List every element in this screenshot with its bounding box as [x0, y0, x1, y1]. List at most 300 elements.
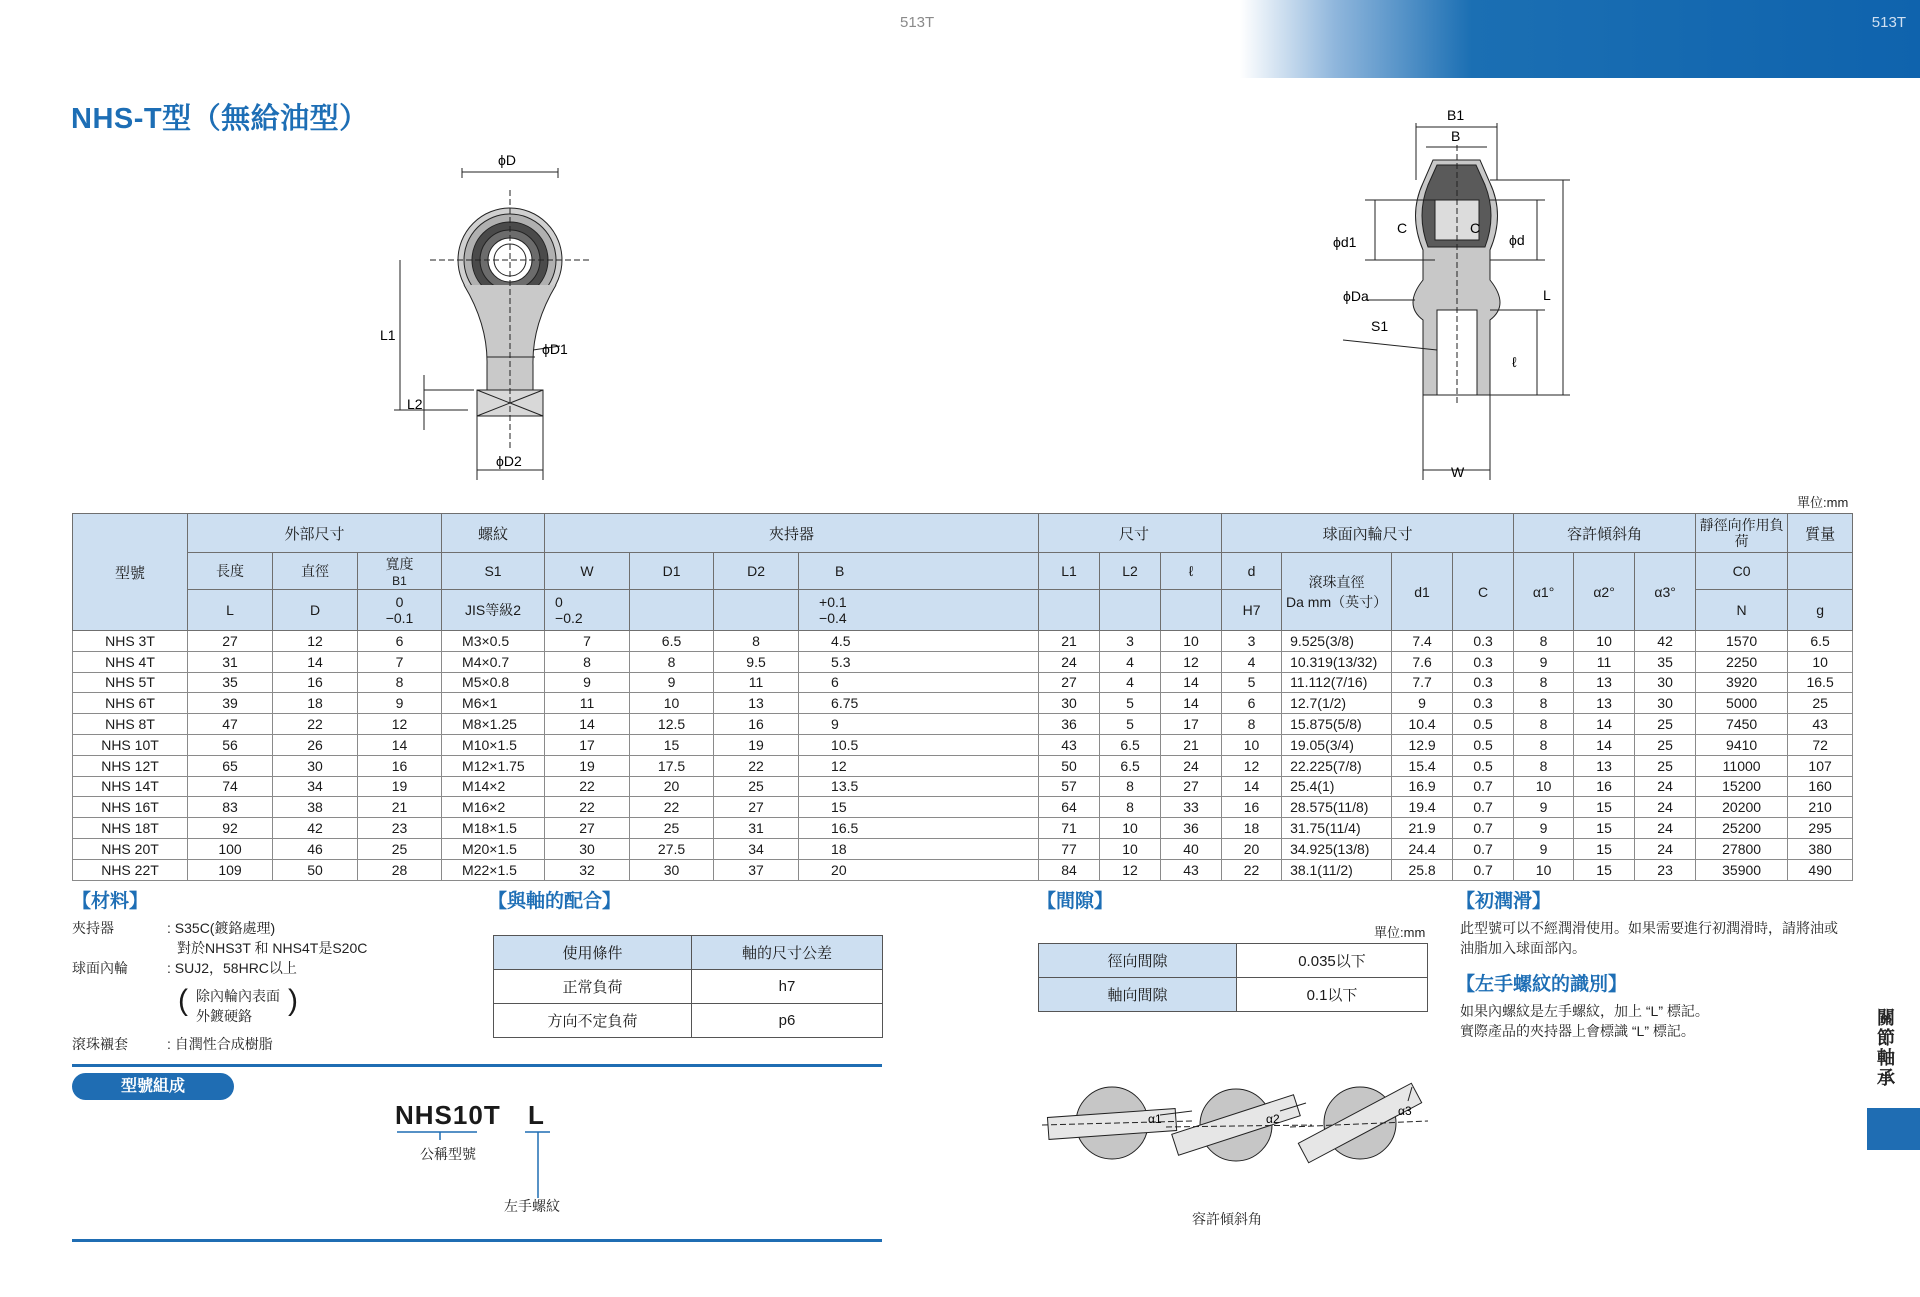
value-cell: 21 [1161, 734, 1222, 755]
th-ell-blank [1161, 590, 1222, 631]
th-mass: 質量 [1788, 514, 1853, 553]
value-cell: 25.8 [1392, 859, 1453, 880]
value-cell: 43 [1039, 734, 1100, 755]
value-cell: 27 [714, 797, 799, 818]
value-cell: 160 [1788, 776, 1853, 797]
divider-line-upper [72, 1064, 882, 1067]
materials-holder-label: 夾持器 [72, 920, 114, 936]
clearance-radial-label: 徑向間隙 [1039, 944, 1237, 978]
tilt-label-a3: α3 [1398, 1104, 1412, 1118]
value-cell: 15 [1574, 838, 1635, 859]
value-cell: 22 [1222, 859, 1282, 880]
value-cell: 6 [358, 631, 442, 652]
value-cell: 8 [1514, 734, 1574, 755]
model-cell: NHS 16T [73, 797, 188, 818]
value-cell: 6.5 [1788, 631, 1853, 652]
materials-ball-label: 球面內輪 [72, 960, 128, 976]
th-l-sym: L [188, 590, 273, 631]
value-cell: 10 [1514, 776, 1574, 797]
value-cell: 12.5 [630, 714, 714, 735]
materials-ball-value: : SUJ2，58HRC以上 [167, 960, 297, 976]
materials-liner-value: : 自潤性合成樹脂 [167, 1036, 273, 1052]
value-cell: 0.7 [1453, 818, 1514, 839]
th-d: d [1222, 553, 1282, 590]
value-cell: 74 [188, 776, 273, 797]
label-phi-d1-side: ϕd1 [1333, 234, 1357, 250]
value-cell: 43 [1161, 859, 1222, 880]
value-cell: 9 [358, 693, 442, 714]
page-number-right: 513T [1871, 14, 1906, 31]
model-code-nominal: 公稱型號 [420, 1146, 476, 1162]
value-cell: 5.3 [799, 651, 1039, 672]
page-title: NHS-T型（無給油型） [71, 103, 369, 135]
value-cell: M3×0.5 [442, 631, 545, 652]
value-cell: 10 [1574, 631, 1635, 652]
value-cell: 20 [799, 859, 1039, 880]
value-cell: 12 [1161, 651, 1222, 672]
fit-header-condition: 使用條件 [494, 936, 692, 970]
value-cell: 15 [630, 734, 714, 755]
materials-liner-label: 滾珠襯套 [72, 1036, 128, 1052]
value-cell: 28 [358, 859, 442, 880]
th-model: 型號 [73, 514, 188, 631]
value-cell: 24 [1635, 838, 1696, 859]
th-external: 外部尺寸 [188, 514, 442, 553]
value-cell: 8 [1514, 755, 1574, 776]
value-cell: 26 [273, 734, 358, 755]
th-tilt: 容許傾斜角 [1514, 514, 1696, 553]
th-w-tol-bot: −0.2 [555, 610, 583, 626]
value-cell: M16×2 [442, 797, 545, 818]
value-cell: 9 [1392, 693, 1453, 714]
th-b-tol [799, 590, 1039, 631]
value-cell: 15.875(5/8) [1282, 714, 1392, 735]
th-ball-dia [1282, 553, 1392, 631]
side-view-drawing [1325, 105, 1585, 490]
value-cell: 36 [1039, 714, 1100, 735]
value-cell: 15.4 [1392, 755, 1453, 776]
spec-table [72, 513, 1853, 881]
value-cell: 21 [358, 797, 442, 818]
th-l2: L2 [1100, 553, 1161, 590]
table-row [73, 818, 1853, 839]
value-cell: 27 [188, 631, 273, 652]
th-b1-tol-top: 0 [395, 594, 404, 610]
value-cell: 10 [1161, 631, 1222, 652]
th-d2: D2 [714, 553, 799, 590]
table-row [73, 859, 1853, 880]
label-s1: S1 [1371, 318, 1389, 334]
value-cell: 7 [358, 651, 442, 672]
front-view-drawing [370, 150, 600, 480]
value-cell: 23 [1635, 859, 1696, 880]
fit-table [493, 935, 883, 1038]
value-cell: 12 [1100, 859, 1161, 880]
value-cell: 28.575(11/8) [1282, 797, 1392, 818]
value-cell: 17.5 [630, 755, 714, 776]
th-g: g [1788, 590, 1853, 631]
left-thread-text-2: 實際產品的夾持器上會標識 “L” 標記。 [1460, 1023, 1695, 1039]
lubrication-text-1: 此型號可以不經潤滑使用。如果需要進行初潤滑時，請將油或 [1460, 920, 1838, 936]
value-cell: 8 [1222, 714, 1282, 735]
clearance-axial-label: 軸向間隙 [1039, 978, 1237, 1012]
value-cell: 14 [545, 714, 630, 735]
value-cell: 13 [1574, 755, 1635, 776]
label-c-left: C [1397, 220, 1408, 236]
table-row [73, 651, 1853, 672]
value-cell: 24 [1635, 797, 1696, 818]
value-cell: 8 [714, 631, 799, 652]
value-cell: 8 [1100, 776, 1161, 797]
clearance-table [1038, 943, 1428, 1012]
value-cell: 2250 [1696, 651, 1788, 672]
value-cell: 4 [1222, 651, 1282, 672]
value-cell: 24 [1039, 651, 1100, 672]
value-cell: 8 [1514, 693, 1574, 714]
value-cell: 17 [545, 734, 630, 755]
value-cell: 10.5 [799, 734, 1039, 755]
value-cell: 27 [545, 818, 630, 839]
value-cell: 24.4 [1392, 838, 1453, 859]
value-cell: 15 [1574, 859, 1635, 880]
value-cell: 35 [188, 672, 273, 693]
value-cell: 43 [1788, 714, 1853, 735]
value-cell: 9 [1514, 818, 1574, 839]
value-cell: 295 [1788, 818, 1853, 839]
value-cell: 9 [630, 672, 714, 693]
value-cell: M22×1.5 [442, 859, 545, 880]
value-cell: 16 [1222, 797, 1282, 818]
value-cell: 10 [1100, 818, 1161, 839]
value-cell: 50 [273, 859, 358, 880]
unit-label: 單位:mm [1797, 495, 1849, 510]
value-cell: 16.9 [1392, 776, 1453, 797]
label-l1: L1 [380, 327, 396, 343]
fit-row-normal-value: h7 [692, 970, 883, 1004]
value-cell: 25 [630, 818, 714, 839]
materials-heading: 【材料】 [72, 891, 149, 912]
value-cell: 72 [1788, 734, 1853, 755]
value-cell: 7450 [1696, 714, 1788, 735]
value-cell: 25 [358, 838, 442, 859]
value-cell: 25 [1635, 714, 1696, 735]
th-a2: α2° [1574, 553, 1635, 631]
value-cell: 10 [630, 693, 714, 714]
model-cell: NHS 14T [73, 776, 188, 797]
th-dims: 尺寸 [1039, 514, 1222, 553]
model-cell: NHS 10T [73, 734, 188, 755]
table-row [73, 734, 1853, 755]
table-row [73, 838, 1853, 859]
value-cell: 5 [1100, 714, 1161, 735]
value-cell: 24 [1635, 818, 1696, 839]
value-cell: M5×0.8 [442, 672, 545, 693]
value-cell: 34 [273, 776, 358, 797]
value-cell: 5 [1222, 672, 1282, 693]
label-phi-d-side: ϕd [1509, 232, 1525, 248]
value-cell: M6×1 [442, 693, 545, 714]
tilt-angle-figure [1040, 1075, 1430, 1175]
lubrication-text-2: 油脂加入球面部內。 [1460, 940, 1586, 956]
value-cell: 11.112(7/16) [1282, 672, 1392, 693]
value-cell: 4 [1100, 651, 1161, 672]
value-cell: 380 [1788, 838, 1853, 859]
label-b: B [1451, 128, 1461, 144]
value-cell: M20×1.5 [442, 838, 545, 859]
th-inner: 球面內輪尺寸 [1222, 514, 1514, 553]
materials-ball-note-2: 外鍍硬鉻 [196, 1008, 252, 1024]
label-l2: L2 [407, 396, 423, 412]
value-cell: 10.319(13/32) [1282, 651, 1392, 672]
th-b1-tol-bot: −0.1 [385, 610, 414, 626]
table-row [73, 776, 1853, 797]
model-cell: NHS 3T [73, 631, 188, 652]
value-cell: 8 [1514, 672, 1574, 693]
value-cell: 30 [630, 859, 714, 880]
value-cell: 42 [273, 818, 358, 839]
value-cell: 100 [188, 838, 273, 859]
value-cell: M8×1.25 [442, 714, 545, 735]
value-cell: 23 [358, 818, 442, 839]
model-cell: NHS 6T [73, 693, 188, 714]
value-cell: 83 [188, 797, 273, 818]
value-cell: 8 [358, 672, 442, 693]
value-cell: 11 [1574, 651, 1635, 672]
value-cell: 18 [799, 838, 1039, 859]
label-phi-d2: ϕD2 [496, 453, 522, 469]
value-cell: 14 [1574, 714, 1635, 735]
value-cell: 0.5 [1453, 714, 1514, 735]
th-w: W [545, 553, 630, 590]
value-cell: 25 [1635, 734, 1696, 755]
value-cell: 27 [1161, 776, 1222, 797]
th-d1-inner: d1 [1392, 553, 1453, 631]
value-cell: 15 [799, 797, 1039, 818]
th-b: B [799, 553, 1039, 590]
value-cell: 6 [799, 672, 1039, 693]
value-cell: 42 [1635, 631, 1696, 652]
th-w-tol [545, 590, 630, 631]
value-cell: 21 [1039, 631, 1100, 652]
value-cell: 12 [273, 631, 358, 652]
value-cell: 13 [1574, 693, 1635, 714]
value-cell: 14 [273, 651, 358, 672]
header-gradient-bar [1240, 0, 1920, 78]
value-cell: 9410 [1696, 734, 1788, 755]
value-cell: M14×2 [442, 776, 545, 797]
value-cell: 9 [545, 672, 630, 693]
th-width [358, 553, 442, 590]
value-cell: 12 [1222, 755, 1282, 776]
value-cell: 12 [358, 714, 442, 735]
value-cell: 30 [273, 755, 358, 776]
value-cell: 13 [1574, 672, 1635, 693]
model-code-suffix: L [528, 1100, 544, 1130]
value-cell: 39 [188, 693, 273, 714]
tilt-caption: 容許傾斜角 [1192, 1211, 1262, 1227]
value-cell: 13 [714, 693, 799, 714]
value-cell: 0.3 [1453, 631, 1514, 652]
value-cell: 210 [1788, 797, 1853, 818]
value-cell: 10 [1788, 651, 1853, 672]
value-cell: 92 [188, 818, 273, 839]
model-code-left-hand: 左手螺紋 [504, 1198, 560, 1214]
th-length: 長度 [188, 553, 273, 590]
value-cell: 0.7 [1453, 776, 1514, 797]
left-thread-heading: 【左手螺紋的識別】 [1456, 974, 1628, 995]
label-phi-d: ϕD [498, 152, 516, 168]
left-thread-text-1: 如果內螺紋是左手螺紋，加上 “L” 標記。 [1460, 1003, 1709, 1019]
value-cell: 9 [1514, 651, 1574, 672]
value-cell: 35 [1635, 651, 1696, 672]
value-cell: 0.3 [1453, 693, 1514, 714]
value-cell: 22 [630, 797, 714, 818]
value-cell: 19.05(3/4) [1282, 734, 1392, 755]
value-cell: 14 [1222, 776, 1282, 797]
value-cell: 46 [273, 838, 358, 859]
clearance-unit: 單位:mm [1374, 925, 1426, 940]
value-cell: 12.7(1/2) [1282, 693, 1392, 714]
value-cell: M10×1.5 [442, 734, 545, 755]
value-cell: 16 [714, 714, 799, 735]
value-cell: 16.5 [799, 818, 1039, 839]
tilt-label-a2: α2 [1266, 1112, 1280, 1126]
value-cell: 19 [358, 776, 442, 797]
value-cell: 25 [1635, 755, 1696, 776]
spec-table-body [73, 631, 1853, 881]
value-cell: 10 [1222, 734, 1282, 755]
page-number-left: 513T [900, 14, 935, 31]
th-n: N [1696, 590, 1788, 631]
model-cell: NHS 18T [73, 818, 188, 839]
value-cell: 17 [1161, 714, 1222, 735]
th-a1: α1° [1514, 553, 1574, 631]
label-w: W [1451, 464, 1465, 480]
th-mass-blank [1788, 553, 1853, 590]
value-cell: 6.5 [630, 631, 714, 652]
value-cell: 6.75 [799, 693, 1039, 714]
value-cell: M12×1.75 [442, 755, 545, 776]
value-cell: 20200 [1696, 797, 1788, 818]
th-c: C [1453, 553, 1514, 631]
value-cell: 30 [1635, 672, 1696, 693]
th-d-sym: D [273, 590, 358, 631]
paren-left: ( [178, 984, 188, 1017]
th-l1: L1 [1039, 553, 1100, 590]
fit-header-tolerance: 軸的尺寸公差 [692, 936, 883, 970]
value-cell: 34.925(13/8) [1282, 838, 1392, 859]
value-cell: 50 [1039, 755, 1100, 776]
value-cell: 0.7 [1453, 859, 1514, 880]
model-cell: NHS 5T [73, 672, 188, 693]
fit-row-indeterminate-value: p6 [692, 1004, 883, 1038]
value-cell: 0.3 [1453, 651, 1514, 672]
value-cell: 65 [188, 755, 273, 776]
value-cell: 22.225(7/8) [1282, 755, 1392, 776]
value-cell: M18×1.5 [442, 818, 545, 839]
value-cell: 30 [545, 838, 630, 859]
value-cell: M4×0.7 [442, 651, 545, 672]
table-row [73, 672, 1853, 693]
th-d1: D1 [630, 553, 714, 590]
value-cell: 15 [1574, 797, 1635, 818]
value-cell: 16 [273, 672, 358, 693]
value-cell: 30 [1039, 693, 1100, 714]
value-cell: 27 [1039, 672, 1100, 693]
value-cell: 16 [1574, 776, 1635, 797]
th-w-tol-top: 0 [555, 594, 563, 610]
paren-right: ) [288, 984, 298, 1017]
value-cell: 3 [1100, 631, 1161, 652]
value-cell: 14 [1574, 734, 1635, 755]
value-cell: 11 [714, 672, 799, 693]
value-cell: 7.7 [1392, 672, 1453, 693]
th-b-tol-bot: −0.4 [819, 610, 847, 626]
value-cell: 18 [1222, 818, 1282, 839]
value-cell: 11 [545, 693, 630, 714]
value-cell: 37 [714, 859, 799, 880]
label-b1: B1 [1447, 107, 1465, 123]
label-phi-d1: ϕD1 [542, 341, 568, 357]
model-cell: NHS 12T [73, 755, 188, 776]
fit-row-indeterminate: 方向不定負荷 [494, 1004, 692, 1038]
value-cell: 64 [1039, 797, 1100, 818]
value-cell: 34 [714, 838, 799, 859]
table-row [73, 693, 1853, 714]
fit-heading: 【與軸的配合】 [488, 891, 622, 912]
value-cell: 16 [358, 755, 442, 776]
th-width-sym: B1 [392, 574, 407, 588]
fit-row-normal: 正常負荷 [494, 970, 692, 1004]
value-cell: 22 [545, 776, 630, 797]
th-d1-blank [630, 590, 714, 631]
value-cell: 13.5 [799, 776, 1039, 797]
value-cell: 25.4(1) [1282, 776, 1392, 797]
th-h7: H7 [1222, 590, 1282, 631]
divider-line-lower [72, 1239, 882, 1242]
value-cell: 9.525(3/8) [1282, 631, 1392, 652]
value-cell: 22 [714, 755, 799, 776]
label-ell: ℓ [1512, 354, 1517, 370]
value-cell: 71 [1039, 818, 1100, 839]
value-cell: 8 [545, 651, 630, 672]
value-cell: 0.5 [1453, 755, 1514, 776]
value-cell: 10 [1514, 859, 1574, 880]
th-static-load: 靜徑向作用負荷 [1696, 514, 1788, 553]
value-cell: 15200 [1696, 776, 1788, 797]
value-cell: 19 [714, 734, 799, 755]
value-cell: 107 [1788, 755, 1853, 776]
value-cell: 84 [1039, 859, 1100, 880]
value-cell: 19 [545, 755, 630, 776]
th-jis: JIS等級2 [442, 590, 545, 631]
value-cell: 40 [1161, 838, 1222, 859]
th-b-tol-top: +0.1 [819, 594, 847, 610]
value-cell: 8 [1100, 797, 1161, 818]
value-cell: 6.5 [1100, 755, 1161, 776]
value-cell: 6.5 [1100, 734, 1161, 755]
value-cell: 0.7 [1453, 838, 1514, 859]
table-row [73, 714, 1853, 735]
value-cell: 12 [799, 755, 1039, 776]
value-cell: 7 [545, 631, 630, 652]
th-d2-blank [714, 590, 799, 631]
value-cell: 20 [1222, 838, 1282, 859]
clearance-heading: 【間隙】 [1037, 891, 1114, 912]
value-cell: 5 [1100, 693, 1161, 714]
value-cell: 47 [188, 714, 273, 735]
value-cell: 22 [273, 714, 358, 735]
